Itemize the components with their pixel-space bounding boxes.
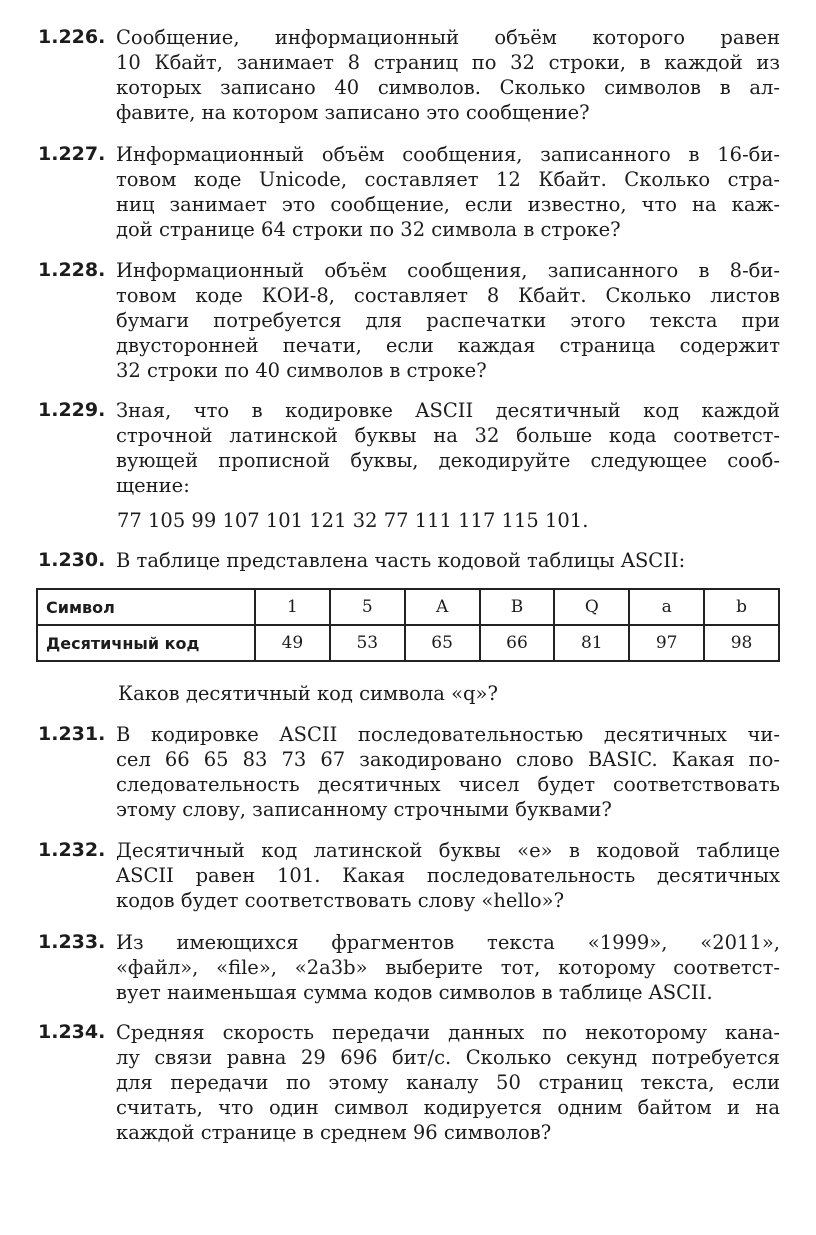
task-question: Каков десятичный код символа «q»?	[118, 682, 498, 705]
table-cell: 1	[255, 589, 330, 625]
task-text: Сообщение, информационный объём которого равен 10 Кбайт, занимает 8 страниц по 32 строки, в каждой из которых записано 40 символов. Сколько символов в ал- фавите, на котором записано это сообщение?	[116, 26, 780, 124]
task-1-227	[38, 142, 780, 242]
task-text: В кодировке ASCII последовательностью десятичных чи- сел 66 65 83 73 67 закодировано слово BASIC. Какая по- следовательность десятичных чисел будет соответствовать этому слову, записанному строчными буквами?	[116, 723, 780, 821]
table-cell: 53	[330, 625, 405, 661]
task-number: 1.228.	[38, 259, 106, 281]
task-number: 1.230.	[38, 549, 106, 571]
task-number: 1.231.	[38, 723, 106, 745]
task-text: Информационный объём сообщения, записанного в 8-би- товом коде КОИ-8, составляет 8 Кбайт. Сколько листов бумаги потребуется для распечатки этого текста при двусторонней печати, если каждая страница содержит 32 строки по 40 символов в строке?	[116, 259, 780, 382]
task-1-231	[38, 722, 780, 822]
task-1-230	[38, 548, 780, 573]
row-header: Десятичный код	[37, 625, 255, 661]
task-number: 1.233.	[38, 931, 106, 953]
task-text: Из имеющихся фрагментов текста «1999», «2011», «файл», «file», «2a3b» выберите тот, которому соответст- вует наименьшая сумма кодов символов в таблице ASCII.	[116, 931, 780, 1004]
task-1-233	[38, 930, 780, 1005]
table-cell: 65	[405, 625, 480, 661]
row-header: Символ	[37, 589, 255, 625]
task-number: 1.229.	[38, 399, 106, 421]
table-cell: b	[704, 589, 779, 625]
table-cell: Q	[554, 589, 629, 625]
table-cell: a	[629, 589, 704, 625]
table-row-codes	[37, 625, 779, 661]
table-cell: 98	[704, 625, 779, 661]
task-number: 1.227.	[38, 143, 106, 165]
task-text: Десятичный код латинской буквы «е» в кодовой таблице ASCII равен 101. Какая последовательность десятичных кодов будет соответствовать слову «hello»?	[116, 839, 780, 912]
table-cell: B	[480, 589, 555, 625]
task-1-228	[38, 258, 780, 383]
task-text: Зная, что в кодировке ASCII десятичный код каждой строчной латинской буквы на 32 больше кода соответст- вующей прописной буквы, декодируйте следующее сооб- щение:	[116, 399, 780, 497]
task-1-234	[38, 1020, 780, 1145]
task-1-232	[38, 838, 780, 913]
table-row-symbols	[37, 589, 779, 625]
table-cell: 49	[255, 625, 330, 661]
table-cell: 5	[330, 589, 405, 625]
ascii-table	[36, 588, 780, 662]
table-cell: 66	[480, 625, 555, 661]
table-cell: 97	[629, 625, 704, 661]
table-cell: A	[405, 589, 480, 625]
task-text: В таблице представлена часть кодовой таблицы ASCII:	[116, 549, 686, 572]
task-text: Информационный объём сообщения, записанного в 16-би- товом коде Unicode, составляет 12 Кбайт. Сколько стра- ниц занимает это сообщение, если известно, что на каж- дой странице 64 строки по 32 символа в строке?	[116, 143, 780, 241]
task-text: Средняя скорость передачи данных по некоторому кана- лу связи равна 29 696 бит/с. Сколько секунд потребуется для передачи по этому каналу 50 страниц текста, если считать, что один символ кодируется одним байтом и на каждой странице в среднем 96 символов?	[116, 1021, 780, 1144]
task-1-226	[38, 25, 780, 125]
task-number: 1.232.	[38, 839, 106, 861]
table-cell: 81	[554, 625, 629, 661]
task-number: 1.226.	[38, 26, 106, 48]
task-1-229	[38, 398, 780, 498]
code-sequence: 77 105 99 107 101 121 32 77 111 117 115 101.	[117, 509, 589, 532]
task-number: 1.234.	[38, 1021, 106, 1043]
